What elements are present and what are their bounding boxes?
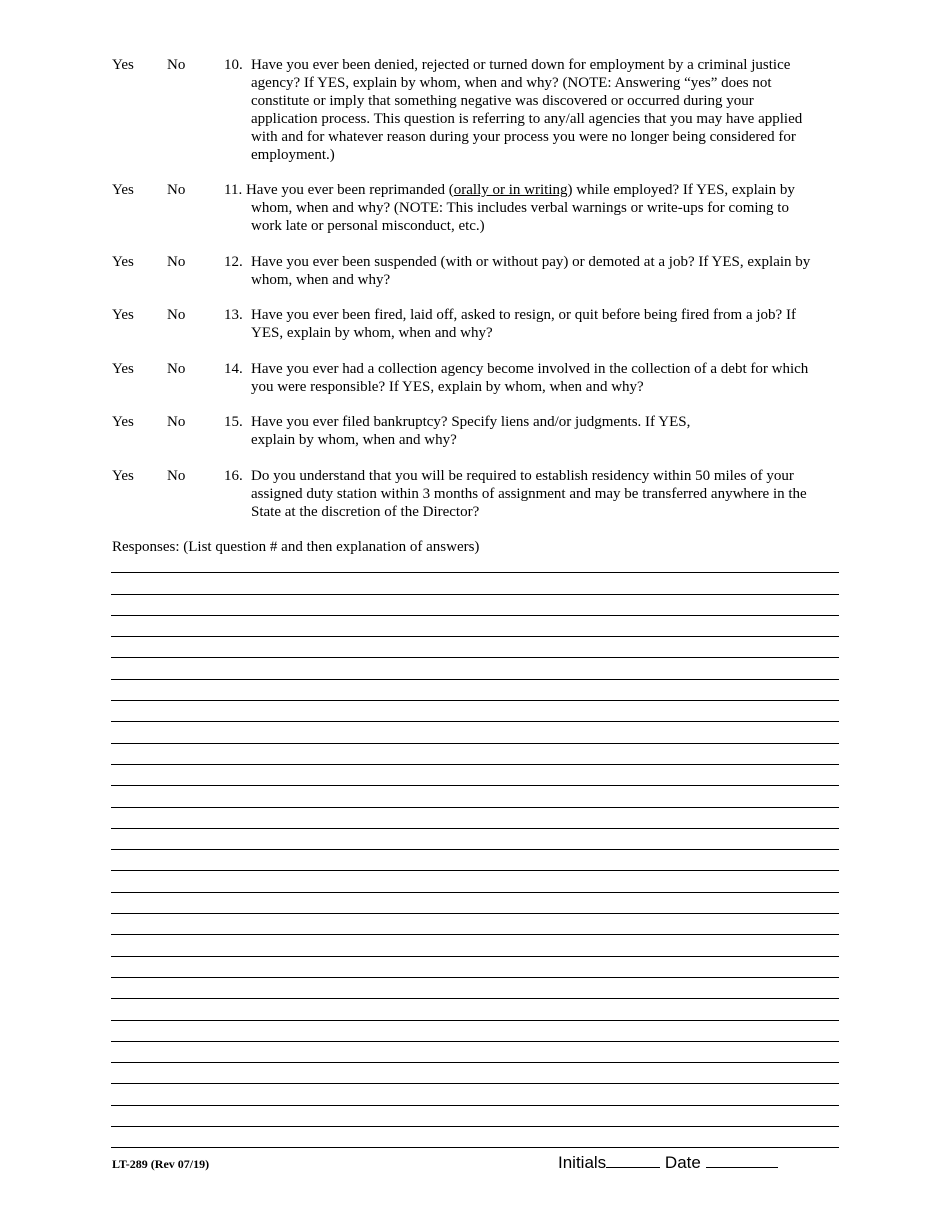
response-line[interactable] bbox=[111, 871, 839, 892]
yes-option[interactable]: Yes bbox=[112, 468, 134, 484]
initials-label: Initials bbox=[558, 1153, 607, 1172]
question-text: 11. Have you ever been reprimanded (orally or in writing) while employed? If YES, explain by whom, when and why? (NOTE: This includes verbal warnings or write-ups for coming to work late or personal misconduct, etc.) bbox=[224, 182, 795, 234]
response-line[interactable] bbox=[111, 595, 839, 616]
response-line[interactable] bbox=[111, 1021, 839, 1042]
response-line[interactable] bbox=[111, 1106, 839, 1127]
question-number: 14. bbox=[224, 361, 243, 377]
response-line[interactable] bbox=[111, 786, 839, 807]
question-number: 13. bbox=[224, 307, 243, 323]
response-line[interactable] bbox=[111, 765, 839, 786]
response-line[interactable] bbox=[111, 978, 839, 999]
yes-option[interactable]: Yes bbox=[112, 361, 134, 377]
no-option[interactable]: No bbox=[167, 254, 186, 270]
question-text: Have you ever been denied, rejected or turned down for employment by a criminal justice agency? If YES, explain by whom, when and why? (NOTE: Answering “yes” does not constitute or imply that something negative was discovered or occurred during your application process. This question is referring to any/all agencies that you may have applied with and for whatever reason during your process you were no longer being considered for employment.) bbox=[251, 57, 803, 163]
response-line[interactable] bbox=[111, 637, 839, 658]
response-line[interactable] bbox=[111, 999, 839, 1020]
question-text: Have you ever had a collection agency become involved in the collection of a debt for which you were responsible? If YES, explain by whom, when and why? bbox=[251, 361, 809, 395]
yes-option[interactable]: Yes bbox=[112, 414, 134, 430]
response-line[interactable] bbox=[111, 701, 839, 722]
question-number: 16. bbox=[224, 468, 243, 484]
response-line[interactable] bbox=[111, 658, 839, 679]
date-field[interactable] bbox=[706, 1153, 778, 1168]
underlined-phrase: orally or in writing bbox=[453, 182, 568, 198]
response-line[interactable] bbox=[111, 1084, 839, 1105]
response-line[interactable] bbox=[111, 957, 839, 978]
question-text: Have you ever been suspended (with or without pay) or demoted at a job? If YES, explain by whom, when and why? bbox=[251, 254, 811, 288]
response-line[interactable] bbox=[111, 680, 839, 701]
no-option[interactable]: No bbox=[167, 414, 186, 430]
question-number: 12. bbox=[224, 254, 243, 270]
initials-field[interactable] bbox=[606, 1153, 660, 1168]
question-text: Have you ever filed bankruptcy? Specify liens and/or judgments. If YES, explain by whom, when and why? bbox=[251, 414, 691, 448]
response-line[interactable] bbox=[111, 1042, 839, 1063]
response-lines[interactable] bbox=[111, 552, 839, 1148]
response-line[interactable] bbox=[111, 1063, 839, 1084]
response-line[interactable] bbox=[111, 893, 839, 914]
question-text: Have you ever been fired, laid off, asked to resign, or quit before being fired from a job? If YES, explain by whom, when and why? bbox=[251, 307, 796, 341]
response-line[interactable] bbox=[111, 616, 839, 637]
response-line[interactable] bbox=[111, 722, 839, 743]
response-line[interactable] bbox=[111, 744, 839, 765]
question-number: 10. bbox=[224, 57, 243, 73]
date-label: Date bbox=[664, 1153, 701, 1172]
question-number: 11. bbox=[224, 182, 243, 198]
no-option[interactable]: No bbox=[167, 468, 186, 484]
response-line[interactable] bbox=[111, 935, 839, 956]
yes-option[interactable]: Yes bbox=[112, 307, 134, 323]
response-line[interactable] bbox=[111, 573, 839, 594]
responses-label: Responses: (List question # and then explanation of answers) bbox=[112, 539, 480, 555]
response-line[interactable] bbox=[111, 914, 839, 935]
form-code: LT-289 (Rev 07/19) bbox=[112, 1157, 210, 1171]
response-line[interactable] bbox=[111, 829, 839, 850]
initials-date bbox=[558, 1153, 778, 1173]
question-number: 15. bbox=[224, 414, 243, 430]
no-option[interactable]: No bbox=[167, 307, 186, 323]
question-text: Do you understand that you will be required to establish residency within 50 miles of your assigned duty station within 3 months of assignment and may be transferred anywhere in the State at the discretion of the Director? bbox=[251, 468, 807, 520]
response-line[interactable] bbox=[111, 1127, 839, 1148]
yes-option[interactable]: Yes bbox=[112, 254, 134, 270]
response-line[interactable] bbox=[111, 850, 839, 871]
response-line[interactable] bbox=[111, 808, 839, 829]
no-option[interactable]: No bbox=[167, 57, 186, 73]
no-option[interactable]: No bbox=[167, 361, 186, 377]
response-line[interactable] bbox=[111, 552, 839, 573]
yes-option[interactable]: Yes bbox=[112, 182, 134, 198]
yes-option[interactable]: Yes bbox=[112, 57, 134, 73]
no-option[interactable]: No bbox=[167, 182, 186, 198]
